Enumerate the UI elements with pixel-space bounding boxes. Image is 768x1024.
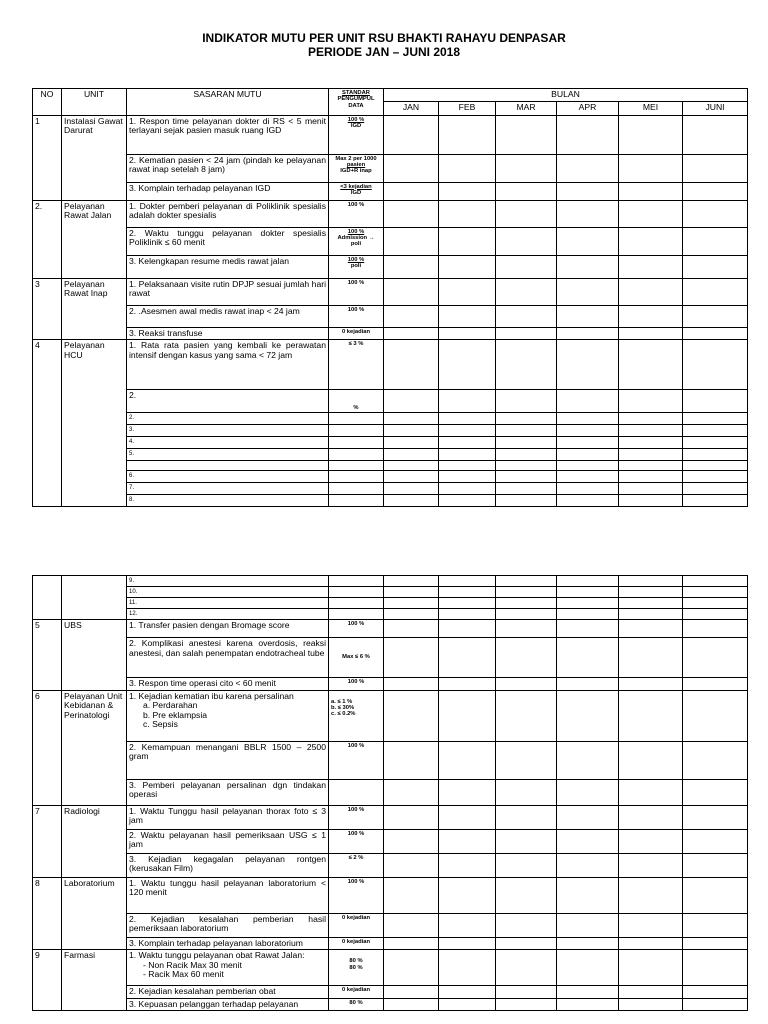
- row-sasaran: 1. Waktu Tunggu hasil pelayanan thorax foto ≤ 3 jam: [127, 805, 329, 829]
- row-no: 9: [33, 950, 62, 1011]
- header-month-feb: FEB: [439, 101, 496, 115]
- row-sasaran: 3. Reaksi transfuse: [127, 327, 329, 340]
- row-standar: 100 %: [329, 305, 384, 327]
- standar-value: poli: [350, 263, 362, 269]
- header-standar-l3: DATA: [348, 102, 364, 109]
- header-month-mei: MEI: [619, 101, 683, 115]
- header-sasaran: SASARAN MUTU: [127, 89, 329, 116]
- header-bulan: BULAN: [384, 89, 748, 102]
- sasaran-text: 1. Kejadian kematian ibu karena persalinan: [129, 690, 294, 701]
- row-sasaran-empty: 2.: [127, 413, 329, 425]
- standar-value: Max 2 per 1000: [335, 155, 377, 162]
- row-standar: 100 %: [329, 829, 384, 853]
- row-no: 3: [33, 278, 62, 340]
- row-unit: Farmasi: [62, 950, 127, 1011]
- header-standar-l1: STANDAR: [342, 90, 370, 96]
- row-unit: Laboratorium: [62, 877, 127, 950]
- header-month-apr: APR: [557, 101, 619, 115]
- row-no: 7: [33, 805, 62, 877]
- row-standar: [329, 255, 384, 278]
- standar-value: poli: [350, 241, 362, 248]
- row-no: 1: [33, 115, 62, 200]
- row-standar: ≤ 3 %: [329, 340, 384, 390]
- row-sasaran-empty: 6.: [127, 471, 329, 483]
- row-sasaran: 2.: [127, 390, 329, 413]
- row-sasaran: 1. Pelaksanaan visite rutin DPJP sesuai jumlah hari rawat: [127, 278, 329, 305]
- row-sasaran: [127, 690, 329, 741]
- standar-value: 80 %: [349, 964, 363, 971]
- row-standar: [329, 950, 384, 986]
- sub-item: a. Perdarahan: [143, 700, 198, 711]
- row-standar: [329, 779, 384, 805]
- row-sasaran: 2. Kejadian kesalahan pemberian hasil pemeriksaan laboratorium: [127, 913, 329, 937]
- sasaran-text: 1. Waktu tunggu pelayanan obat Rawat Jalan:: [129, 950, 305, 961]
- sub-item: b. Pre eklampsia: [143, 709, 208, 720]
- standar-value: 100 %: [347, 228, 365, 235]
- row-no: 8: [33, 877, 62, 950]
- header-standar-l2: PENGUMPUL: [337, 96, 375, 103]
- row-sasaran: 3. Kepuasan pelanggan terhadap pelayanan: [127, 998, 329, 1011]
- standar-value: Admission →: [337, 235, 375, 241]
- row-unit: Pelayanan Unit Kebidanan & Perinatologi: [62, 690, 127, 805]
- standar-value: 100 %: [347, 116, 365, 123]
- row-unit: Pelayanan Rawat Jalan: [62, 200, 127, 278]
- document-period: PERIODE JAN – JUNI 2018: [307, 45, 461, 59]
- row-sasaran: 1. Rata rata pasien yang kembali ke perawatan intensif dengan kasus yang sama < 72 jam: [127, 340, 329, 390]
- row-sasaran: [127, 950, 329, 986]
- row-standar: 0 kejadian: [329, 937, 384, 950]
- standar-value: 80 %: [349, 958, 363, 965]
- row-sasaran: 1. Transfer pasien dengan Bromage score: [127, 620, 329, 638]
- row-sasaran: 2. Kemampuan menangani BBLR 1500 – 2500 gram: [127, 741, 329, 779]
- row-standar: [329, 182, 384, 200]
- row-unit: UBS: [62, 620, 127, 691]
- indicator-table-page-2: [32, 575, 748, 1011]
- row-sasaran-empty: 9.: [127, 576, 329, 587]
- row-standar: [329, 115, 384, 154]
- standar-value: pasien: [346, 162, 366, 168]
- standar-value: 100 %: [347, 256, 365, 263]
- header-unit: UNIT: [62, 89, 127, 116]
- row-standar: Max ≤ 6 %: [329, 638, 384, 678]
- row-sasaran-empty: [127, 461, 329, 471]
- row-no: 6: [33, 690, 62, 805]
- row-sasaran-empty: 7.: [127, 483, 329, 495]
- row-sasaran: 1. Respon time pelayanan dokter di RS < 5 menit terlayani sejak pasien masuk ruang IGD: [127, 115, 329, 154]
- document-title: INDIKATOR MUTU PER UNIT RSU BHAKTI RAHAYU DENPASAR: [202, 31, 566, 45]
- row-standar: %: [329, 390, 384, 413]
- standar-value: IGD: [350, 190, 362, 196]
- row-sasaran: 1. Dokter pemberi pelayanan di Poliklinik spesialis adalah dokter spesialis: [127, 200, 329, 227]
- row-sasaran: 3. Pemberi pelayanan persalinan dgn tindakan operasi: [127, 779, 329, 805]
- header-no: NO: [33, 89, 62, 116]
- row-standar: 100 %: [329, 200, 384, 227]
- row-sasaran-empty: 3.: [127, 425, 329, 437]
- header-month-juni: JUNI: [683, 101, 748, 115]
- header-month-mar: MAR: [496, 101, 557, 115]
- row-sasaran: 2. Waktu pelayanan hasil pemeriksaan USG ≤ 1 jam: [127, 829, 329, 853]
- row-sasaran-empty: 11.: [127, 598, 329, 609]
- standar-value: a. ≤ 1 %: [331, 698, 353, 705]
- row-unit: Radiologi: [62, 805, 127, 877]
- row-standar: 100 %: [329, 678, 384, 691]
- sub-item: - Racik Max 60 menit: [143, 969, 224, 980]
- row-sasaran: 3. Komplain terhadap pelayanan IGD: [127, 182, 329, 200]
- row-no: 2.: [33, 200, 62, 278]
- row-unit: Pelayanan HCU: [62, 340, 127, 507]
- header-month-jan: JAN: [384, 101, 439, 115]
- row-sasaran: 3. Respon time operasi cito < 60 menit: [127, 678, 329, 691]
- row-standar: [329, 227, 384, 255]
- indicator-table-page-1: [32, 88, 748, 507]
- row-sasaran-empty: 10.: [127, 587, 329, 598]
- row-sasaran-empty: 4.: [127, 437, 329, 449]
- row-sasaran-empty: 5.: [127, 449, 329, 461]
- row-standar: 0 kejadian: [329, 327, 384, 340]
- sub-item: c. Sepsis: [143, 719, 178, 730]
- row-sasaran: 2. Waktu tunggu pelayanan dokter spesialis Poliklinik ≤ 60 menit: [127, 227, 329, 255]
- row-sasaran-empty: 12.: [127, 609, 329, 620]
- row-no: 4: [33, 340, 62, 507]
- row-sasaran: 1. Waktu tunggu hasil pelayanan laboratorium < 120 menit: [127, 877, 329, 913]
- row-standar: 0 kejadian: [329, 986, 384, 999]
- row-unit: Pelayanan Rawat Inap: [62, 278, 127, 340]
- row-sasaran: 2. .Asesmen awal medis rawat inap < 24 jam: [127, 305, 329, 327]
- standar-value: IGD: [350, 123, 362, 129]
- standar-value: b. ≤ 30%: [331, 705, 355, 711]
- standar-value: IGD+R inap: [340, 168, 372, 175]
- row-standar: [329, 690, 384, 741]
- row-sasaran: 2. Kematian pasien < 24 jam (pindah ke pelayanan rawat inap setelah 8 jam): [127, 154, 329, 182]
- row-standar: 0 kejadian: [329, 913, 384, 937]
- standar-value: c. ≤ 0.2%: [331, 711, 356, 718]
- row-sasaran: 3. Kelengkapan resume medis rawat jalan: [127, 255, 329, 278]
- row-sasaran: 3. Komplain terhadap pelayanan laboratorium: [127, 937, 329, 950]
- row-standar: [329, 154, 384, 182]
- row-no: 5: [33, 620, 62, 691]
- row-sasaran-empty: 8.: [127, 495, 329, 507]
- header-standar: [329, 89, 384, 116]
- row-unit: Instalasi Gawat Darurat: [62, 115, 127, 200]
- standar-value: <3 kejadian: [340, 183, 372, 190]
- row-standar: ≤ 2 %: [329, 853, 384, 877]
- row-standar: 100 %: [329, 741, 384, 779]
- row-sasaran: 3. Kejadian kegagalan pelayanan rontgen (kerusakan Film): [127, 853, 329, 877]
- row-standar: 100 %: [329, 805, 384, 829]
- row-standar: 100 %: [329, 620, 384, 638]
- row-standar: 100 %: [329, 877, 384, 913]
- sub-item: - Non Racik Max 30 menit: [143, 959, 242, 970]
- row-standar: 80 %: [329, 998, 384, 1011]
- row-sasaran: 2. Komplikasi anestesi karena overdosis, reaksi anestesi, dan salah penempatan endotracheal tube: [127, 638, 329, 678]
- row-sasaran: 2. Kejadian kesalahan pemberian obat: [127, 986, 329, 999]
- row-standar: 100 %: [329, 278, 384, 305]
